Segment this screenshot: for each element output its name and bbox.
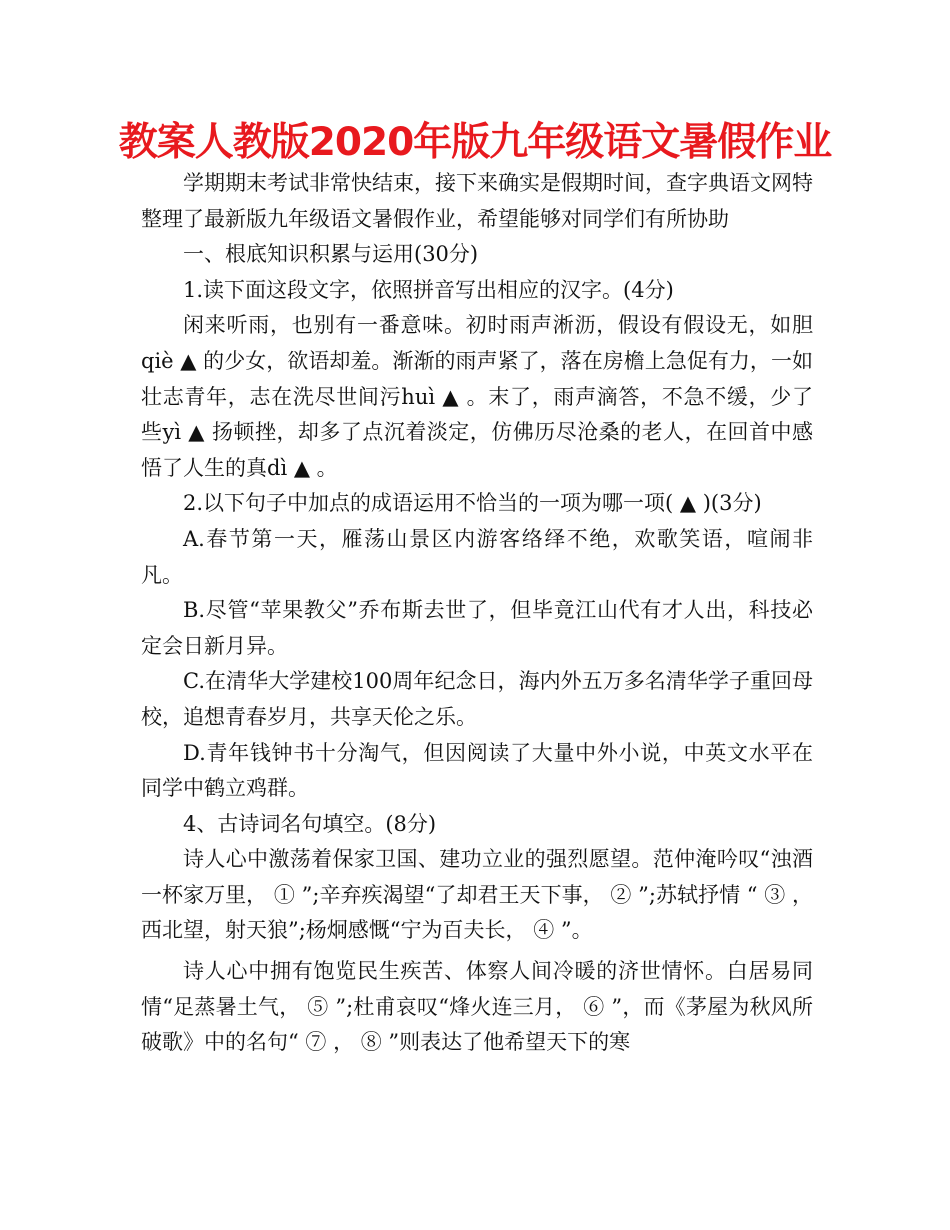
option-a: A.春节第一天，雁荡山景区内游客络绎不绝，欢歌笑语，喧闹非凡。 [141,526,813,587]
question-1: 1.读下面这段文字，依照拼音写出相应的汉字。(4分) [183,277,674,302]
question-2: 2.以下句子中加点的成语运用不恰当的一项为哪一项( ▲ )(3分) [183,491,762,516]
question-4-passage-2: 诗人心中拥有饱览民生疾苦、体察人间冷暖的济世情怀。白居易同情“足蒸暑土气， ⑤ ”;杜甫哀叹“烽火连三月， ⑥ ”，而《茅屋为秋风所破歌》中的名句“ ⑦ ， ⑧ ”则表达了他希望天下的寒 [141,959,813,1055]
option-b: B.尽管“苹果教父”乔布斯去世了，但毕竟江山代有才人出，科技必定会日新月异。 [141,598,813,658]
option-c: C.在清华大学建校100周年纪念日，海内外五万多名清华学子重回母校，追想青春岁月，共享天伦之乐。 [141,669,813,729]
intro-paragraph: 学期期末考试非常快结束，接下来确实是假期时间，查字典语文网特整理了最新版九年级语文暑假作业，希望能够对同学们有所协助 [141,171,813,231]
question-1-passage: 闲来听雨，也别有一番意味。初时雨声淅沥，假设有假设无，如胆qiè ▲ 的少女，欲语却羞。渐渐的雨声紧了，落在房檐上急促有力，一如壮志青年，志在洗尽世间污huì ▲ 。末了，雨声滴答，不急不缓，少了些yì ▲ 扬顿挫，却多了点沉着淡定，仿佛历尽沧桑的老人，在回首中感悟了人生的真dì ▲ 。 [141,313,813,480]
section-heading: 一、根底知识积累与运用(30分) [183,242,479,267]
question-4-passage-1: 诗人心中激荡着保家卫国、建功立业的强烈愿望。范仲淹吟叹“浊酒一杯家万里， ① ”;辛弃疾渴望“了却君王天下事， ② ”;苏轼抒情 “ ③ ，西北望，射天狼”;杨炯感慨“宁为百夫长， ④ ”。 [141,847,813,943]
document-body [141,166,813,1061]
option-d: D.青年钱钟书十分淘气，但因阅读了大量中外小说，中英文水平在同学中鹤立鸡群。 [141,740,813,801]
question-4: 4、古诗词名句填空。(8分) [183,811,437,836]
document-title: 教案人教版2020年版九年级语文暑假作业 [118,120,832,165]
